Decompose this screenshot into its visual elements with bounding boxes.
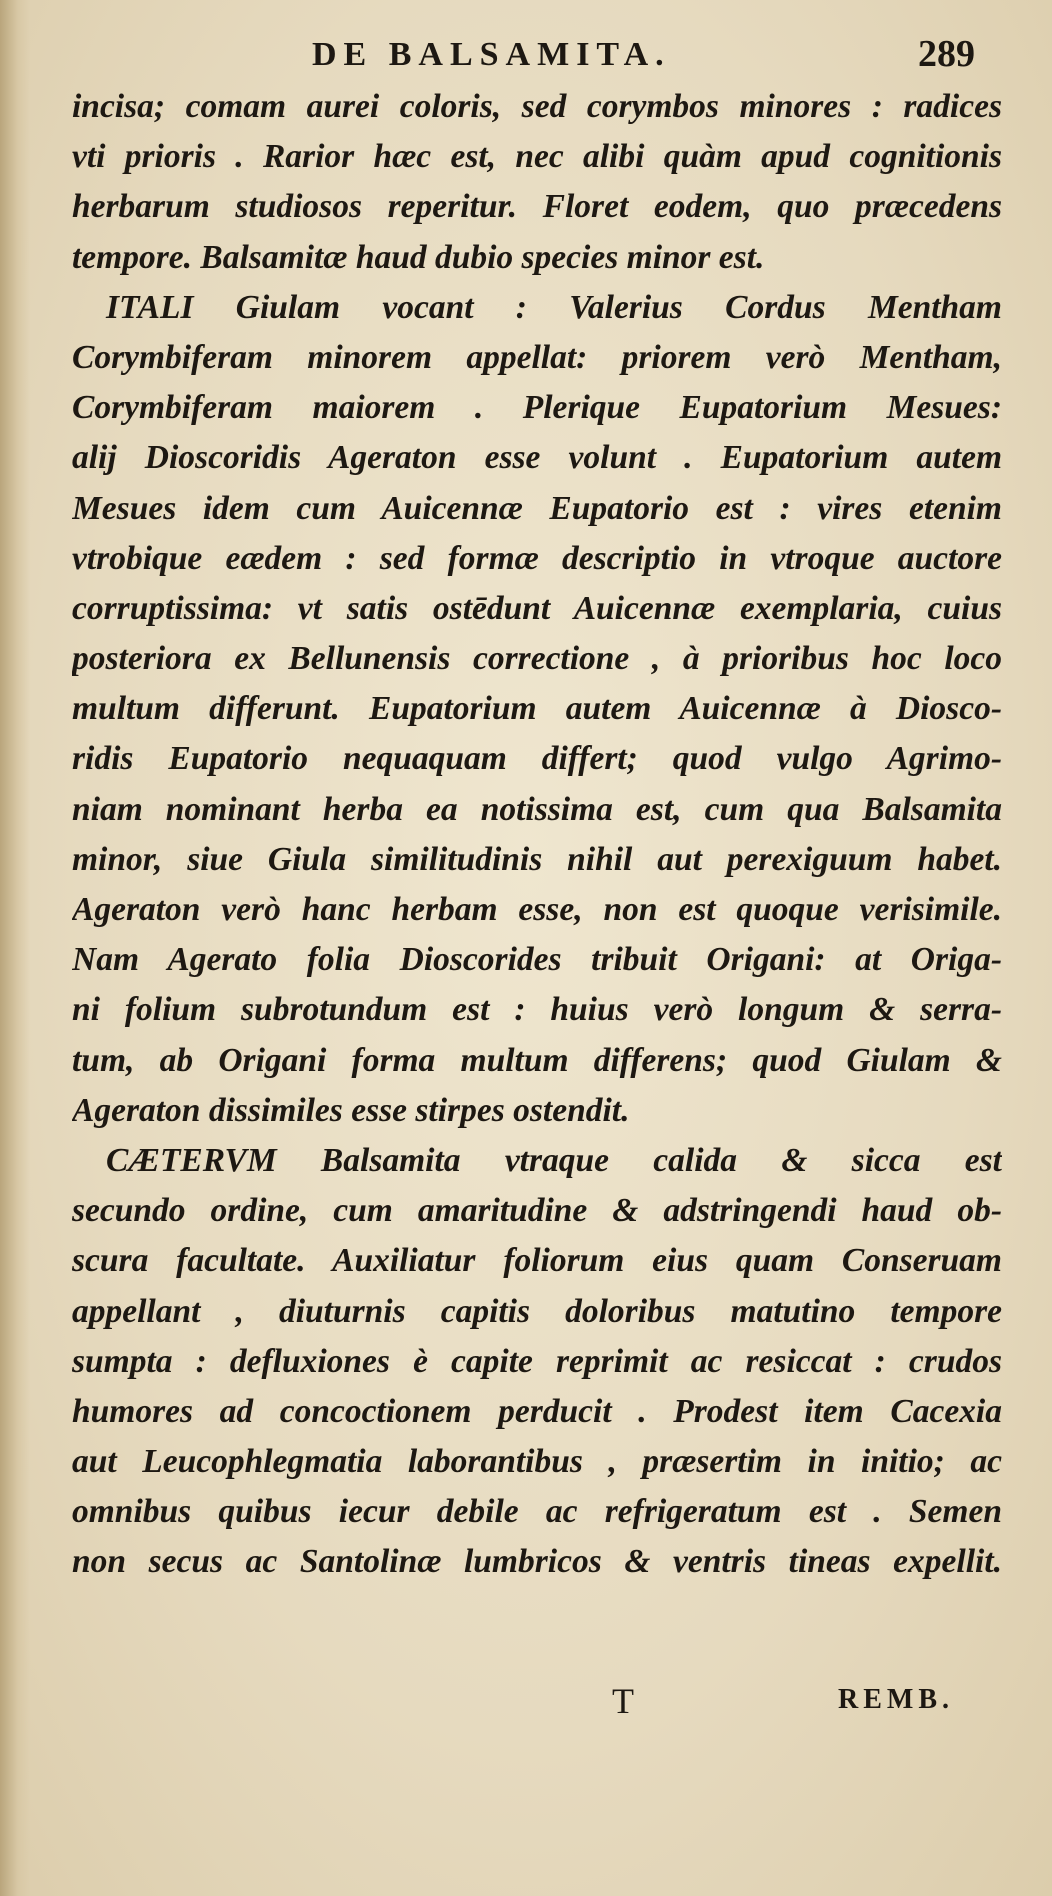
gutter-shadow <box>0 0 30 1896</box>
text-line: herbarum studiosos reperitur. Floret eodem, quo præcedens <box>72 188 1002 226</box>
text-line: Ageraton dissimiles esse stirpes ostendit. <box>72 1091 630 1129</box>
text-line: ni folium subrotundum est : huius verò longum & serra- <box>72 991 1002 1029</box>
text-line: vti prioris . Rarior hæc est, nec alibi quàm apud cognitionis <box>72 138 1002 176</box>
text-line: humores ad concoctionem perducit . Prodest item Cacexia <box>72 1392 1002 1430</box>
text-line: appellant , diuturnis capitis doloribus matutino tempore <box>72 1292 1002 1330</box>
text-line: posteriora ex Bellunensis correctione , à prioribus hoc loco <box>72 640 1002 678</box>
text-line: minor, siue Giula similitudinis nihil aut perexiguum habet. <box>72 840 1002 878</box>
page-header <box>0 33 1052 76</box>
running-title: DE BALSAMITA. <box>312 36 671 73</box>
text-line: omnibus quibus iecur debile ac refrigeratum est . Semen <box>72 1493 1002 1531</box>
page-footer <box>0 1680 1052 1730</box>
text-line: sumpta : defluxiones è capite reprimit ac resiccat : crudos <box>72 1342 1002 1380</box>
text-line: tum, ab Origani forma multum differens; quod Giulam & <box>72 1041 1002 1079</box>
text-line: Corymbiferam maiorem . Plerique Eupatorium Mesues: <box>72 389 1002 427</box>
text-line: non secus ac Santolinæ lumbricos & ventris tineas expellit. <box>72 1543 1002 1581</box>
text-line: alij Dioscoridis Ageraton esse volunt . Eupatorium autem <box>72 439 1002 477</box>
paragraph-start-line: ITALI Giulam vocant : Valerius Cordus Mentham <box>106 288 1002 326</box>
text-line: Ageraton verò hanc herbam esse, non est quoque verisimile. <box>72 891 1002 928</box>
text-line: vtrobique eædem : sed formæ descriptio in vtroque auctore <box>72 539 1002 577</box>
text-line: niam nominant herba ea notissima est, cum qua Balsamita <box>72 790 1002 828</box>
text-line: secundo ordine, cum amaritudine & adstringendi haud ob- <box>72 1192 1002 1230</box>
text-line: tempore. Balsamitæ haud dubio species minor est. <box>72 238 765 276</box>
paragraph-start-line: CÆTERVM Balsamita vtraque calida & sicca est <box>106 1141 1002 1179</box>
text-line: corruptissima: vt satis ostēdunt Auicennæ exemplaria, cuius <box>72 589 1002 627</box>
signature-mark: T <box>612 1681 634 1721</box>
text-line: aut Leucophlegmatia laborantibus , præsertim in initio; ac <box>72 1443 1002 1481</box>
text-line: multum differunt. Eupatorium autem Auicennæ à Diosco- <box>72 690 1002 728</box>
text-line: scura facultate. Auxiliatur foliorum eius quam Conseruam <box>72 1242 1002 1280</box>
text-line: ridis Eupatorio nequaquam differt; quod vulgo Agrimo- <box>72 740 1002 778</box>
body-text <box>72 82 1002 1588</box>
text-line: Mesues idem cum Auicennæ Eupatorio est : vires etenim <box>72 489 1002 527</box>
text-line: incisa; comam aurei coloris, sed corymbos minores : radices <box>72 88 1002 125</box>
catchword: REMB. <box>838 1684 954 1715</box>
text-line: Corymbiferam minorem appellat: priorem verò Mentham, <box>72 338 1002 376</box>
page-number: 289 <box>918 33 975 75</box>
text-line: Nam Agerato folia Dioscorides tribuit Origani: at Origa- <box>72 941 1002 979</box>
